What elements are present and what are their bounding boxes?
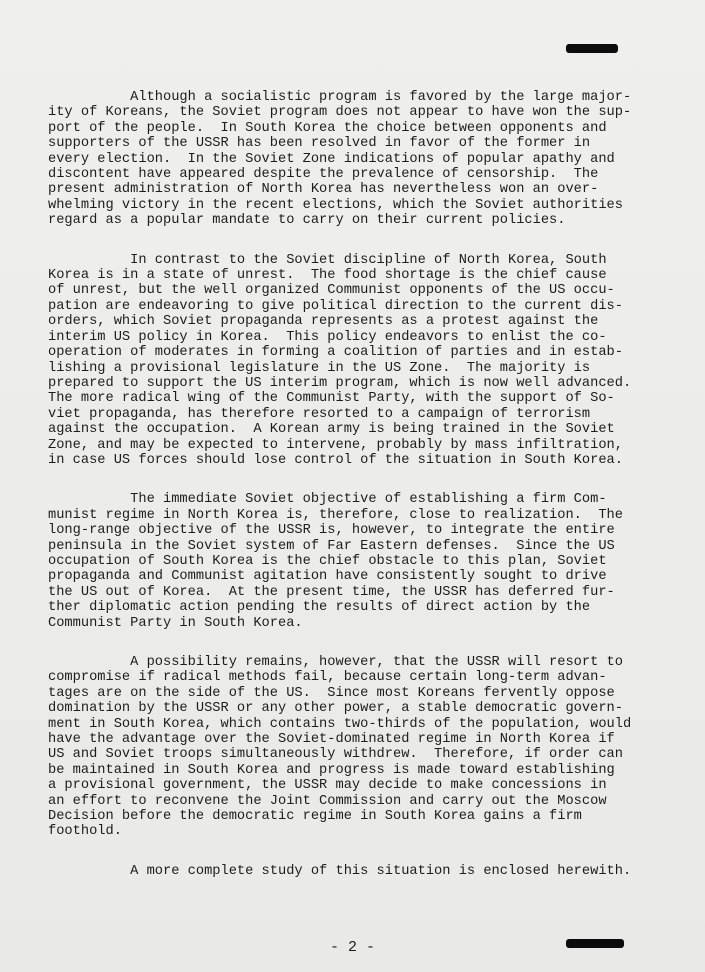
- text-line: A possibility remains, however, that the USSR will resort to: [48, 655, 623, 670]
- text-line: orders, which Soviet propaganda represents as a protest against the: [48, 314, 599, 330]
- text-line: operation of moderates in forming a coalition of parties and in estab-: [48, 345, 623, 361]
- text-line: every election. In the Soviet Zone indications of popular apathy and: [48, 151, 615, 167]
- text-line: long-range objective of the USSR is, however, to integrate the entire: [48, 523, 615, 539]
- text-line: supporters of the USSR has been resolved in favor of the former in: [48, 136, 591, 152]
- paragraph-2: [48, 253, 668, 469]
- text-line: The immediate Soviet objective of establishing a firm Com-: [48, 492, 607, 508]
- text-line: an effort to reconvene the Joint Commission and carry out the Moscow: [48, 793, 607, 809]
- text-line: prepared to support the US interim program, which is now well advanced.: [48, 375, 632, 391]
- redaction-mark-top: [566, 44, 618, 53]
- text-line: In contrast to the Soviet discipline of North Korea, South: [48, 252, 607, 268]
- text-line: propaganda and Communist agitation have consistently sought to drive: [48, 569, 607, 585]
- text-line: be maintained in South Korea and progress is made toward establishing: [48, 762, 615, 778]
- text-line: munist regime in North Korea is, therefore, close to realization. The: [48, 507, 623, 523]
- text-line: regard as a popular mandate to carry on their current policies.: [48, 213, 566, 229]
- text-line: whelming victory in the recent elections, which the Soviet authorities: [48, 197, 623, 213]
- paragraph-5: [48, 864, 668, 879]
- text-line: The more radical wing of the Communist Party, with the support of So-: [48, 391, 615, 407]
- text-line: in case US forces should lose control of the situation in South Korea.: [48, 452, 623, 468]
- text-line: Although a socialistic program is favored by the large major-: [48, 90, 632, 105]
- text-line: of unrest, but the well organized Communist opponents of the US occu-: [48, 283, 615, 299]
- text-line: discontent have appeared despite the prevalence of censorship. The: [48, 167, 599, 183]
- text-line: occupation of South Korea is the chief obstacle to this plan, Soviet: [48, 553, 607, 569]
- text-line: ment in South Korea, which contains two-thirds of the population, would: [48, 716, 632, 732]
- paragraph-1: [48, 90, 668, 229]
- paragraph-3: [48, 492, 668, 631]
- text-line: foothold.: [48, 824, 122, 840]
- document-body: [48, 90, 668, 903]
- redaction-mark-bottom: [566, 939, 624, 948]
- page-number: - 2 -: [329, 939, 375, 956]
- text-line: the US out of Korea. At the present time, the USSR has deferred fur-: [48, 584, 615, 600]
- text-line: interim US policy in Korea. This policy endeavors to enlist the co-: [48, 329, 607, 345]
- text-line: ther diplomatic action pending the results of direct action by the: [48, 600, 591, 616]
- text-line: tages are on the side of the US. Since most Koreans fervently oppose: [48, 685, 615, 701]
- text-line: lishing a provisional legislature in the US Zone. The majority is: [48, 360, 591, 376]
- text-line: Communist Party in South Korea.: [48, 615, 303, 631]
- text-line: compromise if radical methods fail, because certain long-term advan-: [48, 670, 607, 686]
- text-line: peninsula in the Soviet system of Far Eastern defenses. Since the US: [48, 538, 615, 554]
- text-line: Decision before the democratic regime in South Korea gains a firm: [48, 809, 582, 825]
- text-line: A more complete study of this situation is enclosed herewith.: [48, 863, 632, 879]
- text-line: present administration of North Korea has nevertheless won an over-: [48, 182, 599, 198]
- text-line: pation are endeavoring to give political direction to the current dis-: [48, 298, 623, 314]
- text-line: have the advantage over the Soviet-dominated regime in North Korea if: [48, 732, 615, 748]
- text-line: against the occupation. A Korean army is being trained in the Soviet: [48, 422, 615, 438]
- text-line: Korea is in a state of unrest. The food shortage is the chief cause: [48, 268, 607, 284]
- text-line: a provisional government, the USSR may decide to make concessions in: [48, 778, 607, 794]
- text-line: viet propaganda, has therefore resorted to a campaign of terrorism: [48, 406, 591, 422]
- paragraph-4: [48, 655, 668, 840]
- text-line: ity of Koreans, the Soviet program does not appear to have won the sup-: [48, 105, 632, 121]
- text-line: port of the people. In South Korea the choice between opponents and: [48, 120, 607, 136]
- text-line: domination by the USSR or any other power, a stable democratic govern-: [48, 701, 623, 717]
- text-line: US and Soviet troops simultaneously withdrew. Therefore, if order can: [48, 747, 623, 763]
- text-line: Zone, and may be expected to intervene, probably by mass infiltration,: [48, 437, 623, 453]
